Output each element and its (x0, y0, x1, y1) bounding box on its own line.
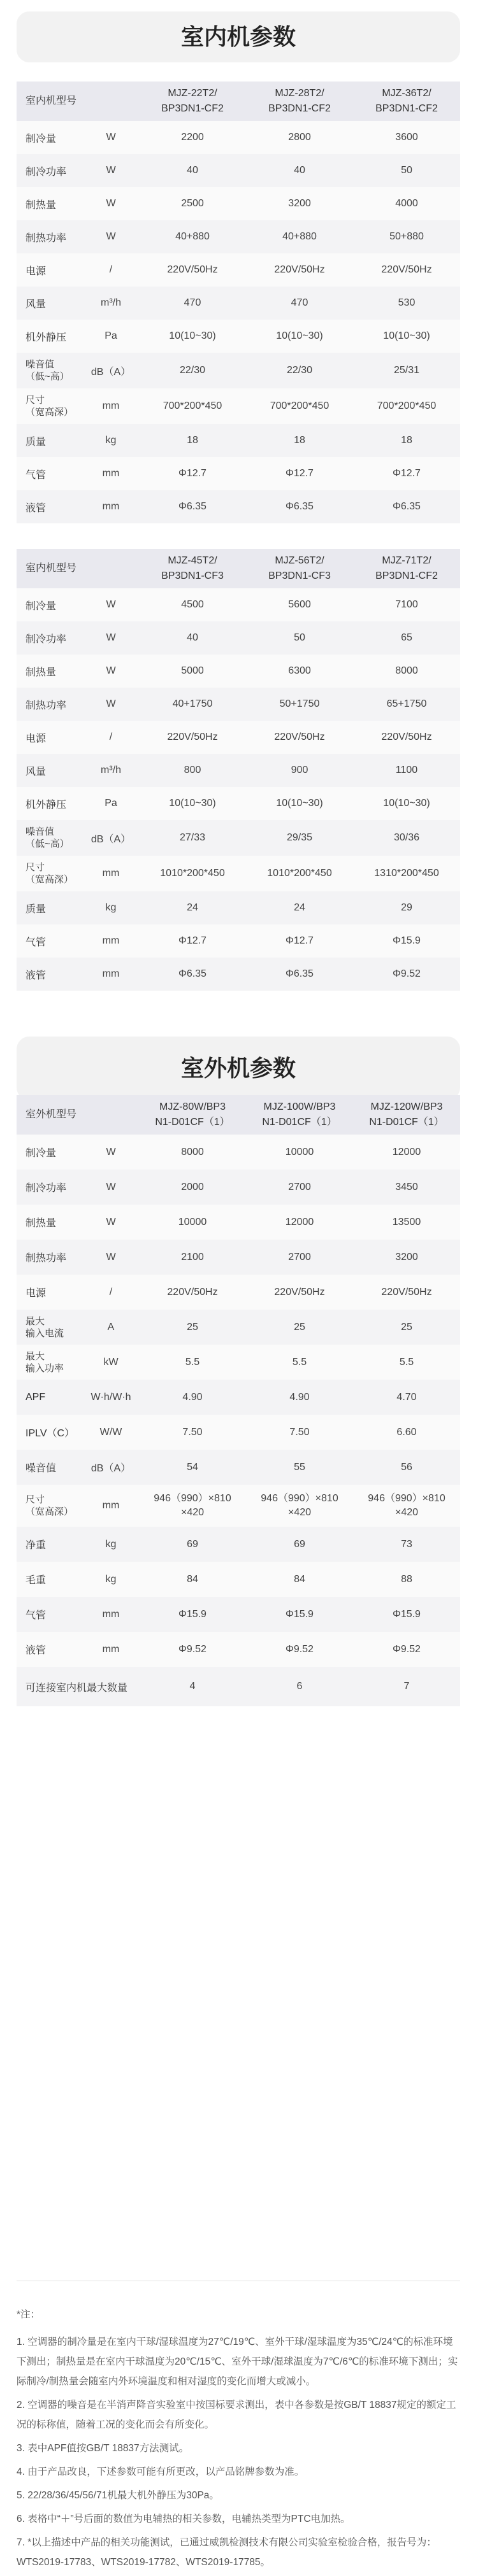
row-value-1: 25 (139, 1310, 246, 1345)
row-value-2: 2800 (246, 121, 353, 154)
model-header-2: MJZ-100W/BP3 N1-D01CF（1） (246, 1095, 353, 1135)
table-row (17, 490, 460, 523)
row-value-3: 65+1750 (353, 688, 460, 721)
model-header-1: MJZ-22T2/ BP3DN1-CF2 (139, 81, 246, 121)
table-row (17, 787, 460, 820)
table-row (17, 1205, 460, 1240)
row-unit: Pa (83, 787, 139, 820)
row-unit: W (83, 154, 139, 187)
table-row (17, 820, 460, 856)
table-row (17, 1170, 460, 1205)
row-value-1: 2200 (139, 121, 246, 154)
table-row (17, 388, 460, 424)
model-header-3: MJZ-71T2/ BP3DN1-CF2 (353, 549, 460, 588)
row-value-2: 700*200*450 (246, 388, 353, 424)
row-label: 电源 (17, 1275, 83, 1310)
row-unit: mm (83, 924, 139, 958)
note-item: 7. *以上描述中产品的相关功能测试，已通过威凯检测技术有限公司实验室检验合格，报告号为：WTS2019-17783、WTS2019-17782、WTS2019-17785。 (17, 2537, 437, 2568)
row-unit: dB（A） (83, 820, 139, 856)
row-value-2: 40+880 (246, 220, 353, 253)
table-row (17, 353, 460, 388)
row-unit: mm (83, 958, 139, 991)
row-value-1: 40+880 (139, 220, 246, 253)
row-value-1: 40 (139, 621, 246, 655)
row-value-3: 13500 (353, 1205, 460, 1240)
row-value-2: 7.50 (246, 1415, 353, 1450)
row-value-2: Φ6.35 (246, 958, 353, 991)
model-header-1: MJZ-80W/BP3 N1-D01CF（1） (139, 1095, 246, 1135)
row-unit: m³/h (83, 754, 139, 787)
table-row (17, 588, 460, 621)
row-label: 尺寸 （宽高深） (17, 1485, 83, 1527)
row-value-1: 2500 (139, 187, 246, 220)
row-label: 最大 输入电流 (17, 1310, 83, 1345)
row-value-2: 2700 (246, 1240, 353, 1275)
row-value-3: 1100 (353, 754, 460, 787)
row-value-1: 220V/50Hz (139, 253, 246, 287)
table-row (17, 1345, 460, 1380)
row-value-1: 470 (139, 287, 246, 320)
row-value-3: 12000 (353, 1135, 460, 1170)
row-label: 机外静压 (17, 320, 83, 353)
row-value-3: 29 (353, 891, 460, 924)
row-value-3: 50+880 (353, 220, 460, 253)
row-unit: kg (83, 1562, 139, 1597)
row-value-1: 84 (139, 1562, 246, 1597)
row-value-2: Φ15.9 (246, 1597, 353, 1632)
row-value-1: 4500 (139, 588, 246, 621)
table-row (17, 1135, 460, 1170)
row-label: 电源 (17, 253, 83, 287)
table-row (17, 1485, 460, 1527)
row-unit: W (83, 1135, 139, 1170)
row-value-3: 946（990）×810 ×420 (353, 1485, 460, 1527)
row-label: APF (17, 1380, 83, 1415)
row-label: 制热量 (17, 1205, 83, 1240)
outdoor-section-title: 室外机参数 (180, 1055, 296, 1081)
row-value-2: 25 (246, 1310, 353, 1345)
row-label: 气管 (17, 457, 83, 490)
row-value-3: Φ15.9 (353, 924, 460, 958)
row-value-2: 3200 (246, 187, 353, 220)
row-value-2: 10000 (246, 1135, 353, 1170)
notes-section (17, 2305, 460, 2576)
row-unit: A (83, 1310, 139, 1345)
row-value-3: Φ9.52 (353, 958, 460, 991)
row-unit: Pa (83, 320, 139, 353)
row-value-3: 30/36 (353, 820, 460, 856)
row-value-2: 69 (246, 1527, 353, 1562)
row-value-1: 10000 (139, 1205, 246, 1240)
table-row (17, 154, 460, 187)
table-row (17, 1527, 460, 1562)
table-row (17, 958, 460, 991)
row-value-2: 84 (246, 1562, 353, 1597)
row-value-1: 4 (139, 1667, 246, 1706)
table-header-row (17, 1095, 460, 1135)
table-row (17, 121, 460, 154)
row-value-2: 220V/50Hz (246, 721, 353, 754)
row-label: 毛重 (17, 1562, 83, 1597)
row-value-2: 900 (246, 754, 353, 787)
row-value-3: 7100 (353, 588, 460, 621)
row-value-2: 946（990）×810 ×420 (246, 1485, 353, 1527)
row-value-2: 40 (246, 154, 353, 187)
row-value-1: 10(10~30) (139, 787, 246, 820)
row-value-1: 946（990）×810 ×420 (139, 1485, 246, 1527)
row-unit: W (83, 1240, 139, 1275)
row-unit: mm (83, 490, 139, 523)
row-unit: kg (83, 424, 139, 457)
row-unit: W·h/W·h (83, 1380, 139, 1415)
row-value-3: Φ9.52 (353, 1632, 460, 1667)
row-label: 制冷量 (17, 1135, 83, 1170)
notes-list (17, 2332, 460, 2572)
row-label: 制冷量 (17, 121, 83, 154)
row-value-2: 50+1750 (246, 688, 353, 721)
table-row (17, 1310, 460, 1345)
row-value-3: 700*200*450 (353, 388, 460, 424)
row-value-1: Φ6.35 (139, 958, 246, 991)
row-value-2: 220V/50Hz (246, 253, 353, 287)
row-label: 最大 输入功率 (17, 1345, 83, 1380)
indoor-spec-table-1 (17, 81, 460, 523)
row-value-2: 22/30 (246, 353, 353, 388)
row-value-3: 4000 (353, 187, 460, 220)
table-row (17, 1450, 460, 1485)
row-value-3: 3200 (353, 1240, 460, 1275)
row-value-2: Φ9.52 (246, 1632, 353, 1667)
row-label: 质量 (17, 424, 83, 457)
row-value-1: 18 (139, 424, 246, 457)
row-unit: mm (83, 457, 139, 490)
row-label: 风量 (17, 754, 83, 787)
row-value-3: 220V/50Hz (353, 721, 460, 754)
row-value-1: 10(10~30) (139, 320, 246, 353)
unit-header (83, 1095, 139, 1135)
row-unit: mm (83, 1485, 139, 1527)
row-value-2: 5.5 (246, 1345, 353, 1380)
table-row (17, 754, 460, 787)
row-value-2: 10(10~30) (246, 320, 353, 353)
table-header-row (17, 81, 460, 121)
row-value-1: 40 (139, 154, 246, 187)
table-row (17, 1597, 460, 1632)
row-unit: dB（A） (83, 353, 139, 388)
table-row (17, 1562, 460, 1597)
row-value-3: Φ6.35 (353, 490, 460, 523)
row-value-2: Φ12.7 (246, 457, 353, 490)
row-unit: W (83, 588, 139, 621)
row-value-3: 25 (353, 1310, 460, 1345)
indoor-title-card (17, 11, 460, 62)
row-value-1: 7.50 (139, 1415, 246, 1450)
row-value-1: Φ9.52 (139, 1632, 246, 1667)
row-value-1: 5000 (139, 655, 246, 688)
row-value-3: 25/31 (353, 353, 460, 388)
row-label: 噪音值 (17, 1450, 83, 1485)
table-row (17, 1275, 460, 1310)
row-value-1: 8000 (139, 1135, 246, 1170)
row-value-1: 4.90 (139, 1380, 246, 1415)
row-unit: mm (83, 1632, 139, 1667)
row-unit: W (83, 688, 139, 721)
table-row (17, 621, 460, 655)
row-label: 机外静压 (17, 787, 83, 820)
row-value-2: 24 (246, 891, 353, 924)
model-header-3: MJZ-36T2/ BP3DN1-CF2 (353, 81, 460, 121)
row-value-1: Φ15.9 (139, 1597, 246, 1632)
table-row (17, 253, 460, 287)
row-unit: mm (83, 1597, 139, 1632)
row-value-3: 56 (353, 1450, 460, 1485)
row-value-2: 55 (246, 1450, 353, 1485)
note-item: 4. 由于产品改良，下述参数可能有所更改，以产品铭牌参数为准。 (17, 2466, 305, 2477)
row-label: 液管 (17, 1632, 83, 1667)
row-label: 噪音值 （低~高） (17, 820, 83, 856)
row-label: 风量 (17, 287, 83, 320)
table-row (17, 320, 460, 353)
row-value-1: 24 (139, 891, 246, 924)
row-value-3: Φ12.7 (353, 457, 460, 490)
row-label: 液管 (17, 490, 83, 523)
row-label: 制冷功率 (17, 154, 83, 187)
note-item: 5. 22/28/36/45/56/71机最大机外静压为30Pa。 (17, 2490, 219, 2501)
row-unit: W (83, 1170, 139, 1205)
table-row (17, 688, 460, 721)
row-value-2: 6300 (246, 655, 353, 688)
row-label: 制热量 (17, 187, 83, 220)
row-value-1: 220V/50Hz (139, 1275, 246, 1310)
row-unit: mm (83, 856, 139, 891)
row-value-1: 27/33 (139, 820, 246, 856)
row-value-3: 50 (353, 154, 460, 187)
row-unit: W/W (83, 1415, 139, 1450)
row-unit: / (83, 1275, 139, 1310)
row-label: 电源 (17, 721, 83, 754)
row-value-3: 10(10~30) (353, 320, 460, 353)
row-unit: W (83, 187, 139, 220)
table-row (17, 1632, 460, 1667)
row-value-1: 2000 (139, 1170, 246, 1205)
table-row (17, 1240, 460, 1275)
row-value-1: Φ12.7 (139, 457, 246, 490)
row-unit: m³/h (83, 287, 139, 320)
table-row (17, 287, 460, 320)
row-value-2: 29/35 (246, 820, 353, 856)
row-unit: dB（A） (83, 1450, 139, 1485)
row-value-3: 8000 (353, 655, 460, 688)
table-row (17, 924, 460, 958)
row-value-2: 6 (246, 1667, 353, 1706)
row-label: 气管 (17, 924, 83, 958)
row-unit: W (83, 1205, 139, 1240)
table-row (17, 1380, 460, 1415)
row-value-2: 5600 (246, 588, 353, 621)
row-value-3: 88 (353, 1562, 460, 1597)
row-value-2: 1010*200*450 (246, 856, 353, 891)
row-value-1: 2100 (139, 1240, 246, 1275)
row-value-2: 220V/50Hz (246, 1275, 353, 1310)
row-value-3: 220V/50Hz (353, 253, 460, 287)
row-label: 质量 (17, 891, 83, 924)
row-value-1: 54 (139, 1450, 246, 1485)
table-row (17, 891, 460, 924)
row-value-3: 3450 (353, 1170, 460, 1205)
row-value-1: Φ12.7 (139, 924, 246, 958)
row-value-3: 18 (353, 424, 460, 457)
row-value-3: 6.60 (353, 1415, 460, 1450)
row-label: 制热量 (17, 655, 83, 688)
row-label: 噪音值 （低~高） (17, 353, 83, 388)
note-item: 2. 空调器的噪音是在半消声降音实验室中按国标要求测出，表中各参数是按GB/T 18837规定的额定工况的标称值，随着工况的变化而会有所变化。 (17, 2400, 456, 2430)
row-value-3: 4.70 (353, 1380, 460, 1415)
note-item: 6. 表格中“＋”号后面的数值为电辅热的相关参数，电辅热类型为PTC电加热。 (17, 2514, 351, 2524)
table-row (17, 1667, 460, 1706)
row-value-2: 18 (246, 424, 353, 457)
row-label: 制冷量 (17, 588, 83, 621)
table-row (17, 1415, 460, 1450)
row-label: 制热功率 (17, 688, 83, 721)
table-row (17, 220, 460, 253)
row-label: 净重 (17, 1527, 83, 1562)
row-value-1: 22/30 (139, 353, 246, 388)
row-value-2: 10(10~30) (246, 787, 353, 820)
model-header-label: 室内机型号 (17, 549, 83, 588)
row-label: 制冷功率 (17, 621, 83, 655)
row-unit: W (83, 220, 139, 253)
row-value-1: 5.5 (139, 1345, 246, 1380)
row-unit: W (83, 121, 139, 154)
row-value-2: Φ6.35 (246, 490, 353, 523)
table-row (17, 721, 460, 754)
outdoor-spec-table (17, 1095, 460, 1706)
row-label: 制热功率 (17, 220, 83, 253)
indoor-section-title: 室内机参数 (180, 24, 296, 50)
outdoor-title-card (17, 1037, 460, 1100)
model-header-3: MJZ-120W/BP3 N1-D01CF（1） (353, 1095, 460, 1135)
table-row (17, 457, 460, 490)
row-value-2: Φ12.7 (246, 924, 353, 958)
row-value-3: Φ15.9 (353, 1597, 460, 1632)
row-label: IPLV（C） (17, 1415, 83, 1450)
row-label: 可连接室内机最大数量 (17, 1667, 139, 1706)
row-label: 制热功率 (17, 1240, 83, 1275)
model-header-1: MJZ-45T2/ BP3DN1-CF3 (139, 549, 246, 588)
row-label: 尺寸 （宽高深） (17, 388, 83, 424)
table-row (17, 655, 460, 688)
indoor-spec-table-2 (17, 549, 460, 991)
table-row (17, 856, 460, 891)
unit-header (83, 81, 139, 121)
row-value-1: 40+1750 (139, 688, 246, 721)
row-value-1: 220V/50Hz (139, 721, 246, 754)
row-value-1: 1010*200*450 (139, 856, 246, 891)
table-row (17, 187, 460, 220)
row-value-3: 1310*200*450 (353, 856, 460, 891)
row-value-2: 2700 (246, 1170, 353, 1205)
unit-header (83, 549, 139, 588)
row-unit: / (83, 721, 139, 754)
row-value-3: 7 (353, 1667, 460, 1706)
row-value-1: Φ6.35 (139, 490, 246, 523)
note-item: 3. 表中APF值按GB/T 18837方法测试。 (17, 2443, 189, 2454)
row-value-3: 10(10~30) (353, 787, 460, 820)
row-value-3: 3600 (353, 121, 460, 154)
row-value-3: 5.5 (353, 1345, 460, 1380)
row-value-3: 73 (353, 1527, 460, 1562)
row-unit: / (83, 253, 139, 287)
row-value-1: 800 (139, 754, 246, 787)
row-value-2: 12000 (246, 1205, 353, 1240)
notes-heading: *注： (17, 2309, 41, 2320)
row-label: 制冷功率 (17, 1170, 83, 1205)
table-row (17, 424, 460, 457)
row-value-2: 4.90 (246, 1380, 353, 1415)
row-label: 尺寸 （宽高深） (17, 856, 83, 891)
row-label: 液管 (17, 958, 83, 991)
row-unit: kW (83, 1345, 139, 1380)
row-label: 气管 (17, 1597, 83, 1632)
model-header-2: MJZ-56T2/ BP3DN1-CF3 (246, 549, 353, 588)
row-value-3: 65 (353, 621, 460, 655)
model-header-label: 室内机型号 (17, 81, 83, 121)
row-value-2: 50 (246, 621, 353, 655)
row-value-1: 69 (139, 1527, 246, 1562)
row-unit: W (83, 621, 139, 655)
row-value-1: 700*200*450 (139, 388, 246, 424)
note-item: 1. 空调器的制冷量是在室内干球/湿球温度为27℃/19℃、室外干球/湿球温度为35℃/24℃的标准环境下测出；制热量是在室内干球温度为20℃/15℃、室外干球/湿球温度为7℃/6℃的标准环境下测出；实际制冷/制热量会随室内外环境温度和相对湿度的变化而增大或减小。 (17, 2337, 458, 2387)
row-value-3: 220V/50Hz (353, 1275, 460, 1310)
row-unit: kg (83, 891, 139, 924)
row-value-2: 470 (246, 287, 353, 320)
table-header-row (17, 549, 460, 588)
row-unit: kg (83, 1527, 139, 1562)
row-value-3: 530 (353, 287, 460, 320)
model-header-2: MJZ-28T2/ BP3DN1-CF2 (246, 81, 353, 121)
row-unit: W (83, 655, 139, 688)
row-unit: mm (83, 388, 139, 424)
model-header-label: 室外机型号 (17, 1095, 83, 1135)
